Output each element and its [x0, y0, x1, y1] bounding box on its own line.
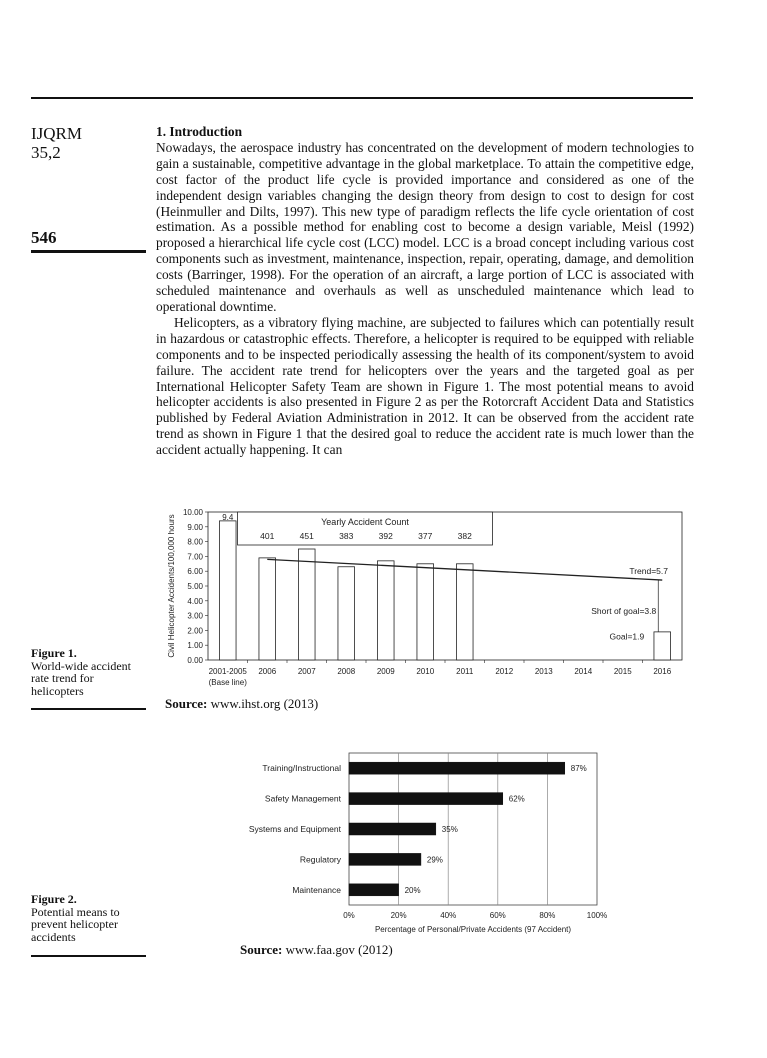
y-tick-label: 1.00: [187, 641, 203, 651]
x-tick-label: 2011: [456, 667, 474, 676]
y-tick-label: 5.00: [187, 582, 203, 591]
shortfall-label: Short of goal=3.8: [591, 606, 657, 617]
trend-label: Trend=5.7: [629, 566, 668, 577]
figure2-text: Potential means to prevent helicopter accidents: [31, 904, 120, 944]
bar: [259, 558, 276, 660]
bar: [456, 564, 473, 660]
y-tick-label: 7.00: [187, 552, 203, 562]
figure2-caption: [31, 893, 149, 943]
category-label: Regulatory: [299, 854, 341, 865]
figure1-text: World-wide accident rate trend for helicopters: [31, 658, 131, 698]
accident-rate-chart: [160, 502, 690, 694]
category-label: Training/Instructional: [262, 763, 341, 774]
x-tick-label: 2007: [297, 667, 316, 676]
y-tick-label: 4.00: [187, 596, 203, 606]
x-tick-label: 2010: [416, 667, 435, 676]
bar: [349, 884, 399, 896]
bar: [349, 793, 503, 805]
yearly-count-value: 392: [378, 531, 393, 541]
journal-volume: 35,2: [31, 143, 61, 162]
y-tick-label: 9.00: [187, 522, 203, 532]
y-axis-label: Civil Helicopter Accidents/100,000 hours: [167, 514, 176, 658]
x-tick-label: 2015: [613, 667, 632, 676]
x-tick-label: 2006: [258, 667, 277, 676]
bar: [349, 853, 421, 865]
x-tick-label: 40%: [440, 911, 457, 920]
paragraph-1: Nowadays, the aerospace industry has concentrated on the development of modern technologies to gain a sustainable, competitive advantage in the global marketplace. To attain the competitive edge, cost factor of the product life cycle is provided importance and considered as one of the independent design variables changing the design theory from design to cost to design for cost (Heinmuller and Dilts, 1997). This new type of paradigm reflects the life cycle orientation of cost estimation. As a possible method for enabling cost to become a design variable, Meisl (1992) proposed a hierarchical life cycle cost (LCC) model. LCC is a broad concept including various cost components such as investment, maintenance, inspection, repair, operating, damage, and demolition costs (Barringer, 1998). For the operation of an aircraft, a large portion of LCC is associated with scheduled maintenance and overhauls as well as unscheduled maintenance which lead to operational downtime.: [156, 139, 694, 314]
x-tick-label: 2001-2005: [208, 667, 247, 676]
yearly-count-value: 401: [260, 531, 275, 541]
x-tick-label: 2012: [495, 667, 514, 676]
x-tick-label: 2009: [376, 667, 395, 676]
bar: [298, 549, 315, 660]
value-label: 35%: [441, 825, 458, 834]
figure1-source: [165, 696, 318, 712]
accident-means-chart: [230, 745, 620, 940]
bar: [377, 561, 394, 660]
x-axis-label: Percentage of Personal/Private Accidents (97 Accident): [374, 925, 572, 934]
main-text: [156, 124, 694, 458]
yearly-count-value: 383: [339, 531, 354, 541]
yearly-count-value: 377: [418, 531, 433, 541]
x-tick-label: 0%: [343, 911, 355, 920]
bar: [338, 567, 355, 660]
paragraph-2: Helicopters, as a vibratory flying machine, are subjected to failures which can potentially result in hazardous or catastrophic effects. Therefore, a helicopter is required to be equipped with reliable components and to be inspected periodically assessing the health of its component/system to avoid failure. The accident rate trend for helicopters over the years and the targeted goal as per International Helicopter Safety Team are shown in Figure 1. The most potential means to avoid helicopter accidents is also presented in Figure 2 as per the Rotorcraft Accident Data and Statistics published by Federal Aviation Administration in 2012. It can be observed from the accident rate trend as shown in Figure 1 that the desired goal to reduce the accident rate is much lower than the accident actually happening. It can: [156, 314, 694, 458]
value-label: 62%: [508, 794, 525, 804]
y-tick-label: 3.00: [187, 611, 203, 621]
journal-info: [31, 124, 82, 162]
x-tick-label: 2016: [653, 667, 672, 676]
bar: [349, 762, 565, 774]
goal-label: Goal=1.9: [609, 631, 645, 642]
x-tick-label: 20%: [390, 911, 407, 920]
value-label: 87%: [570, 764, 587, 774]
y-tick-label: 10.00: [182, 508, 203, 517]
bar: [219, 521, 236, 660]
y-tick-label: 6.00: [187, 567, 203, 577]
figure1-title: Figure 1.: [31, 646, 77, 660]
x-tick-label: 60%: [489, 911, 506, 920]
category-label: Maintenance: [292, 884, 341, 895]
x-tick-label: 2014: [574, 667, 593, 676]
figure1-source-text: www.ihst.org (2013): [210, 696, 319, 711]
figure2-source-text: www.faa.gov (2012): [285, 942, 393, 957]
yearly-count-title: Yearly Accident Count: [321, 517, 409, 527]
bar: [417, 564, 434, 660]
x-tick-label: 80%: [539, 911, 556, 920]
y-tick-label: 2.00: [187, 626, 203, 636]
base-line-note: (Base line): [208, 678, 247, 687]
figure1-source-label: Source:: [165, 696, 208, 711]
x-tick-label: 2008: [337, 667, 356, 676]
section-title: 1. Introduction: [156, 124, 243, 139]
category-label: Safety Management: [264, 793, 341, 804]
page-number-rule: [31, 250, 146, 253]
figure2-caption-rule: [31, 955, 146, 957]
header-rule: [31, 97, 693, 99]
x-tick-label: 100%: [586, 911, 608, 920]
bar-label: 9.4: [222, 512, 234, 522]
figure1-caption-rule: [31, 708, 146, 710]
y-tick-label: 0.00: [187, 656, 203, 665]
category-label: Systems and Equipment: [248, 824, 341, 834]
bar: [654, 632, 671, 660]
yearly-count-value: 382: [457, 531, 472, 541]
figure2-source-label: Source:: [240, 942, 283, 957]
value-label: 20%: [404, 885, 421, 895]
x-tick-label: 2013: [534, 667, 553, 676]
figure1-caption: [31, 647, 149, 697]
figure2-title: Figure 2.: [31, 892, 77, 906]
journal-name: IJQRM: [31, 124, 83, 143]
figure2-source: [240, 942, 393, 958]
value-label: 29%: [426, 855, 443, 865]
page-number: 546: [31, 228, 57, 247]
y-tick-label: 8.00: [187, 537, 203, 547]
bar: [349, 823, 436, 835]
yearly-count-value: 451: [299, 531, 314, 541]
